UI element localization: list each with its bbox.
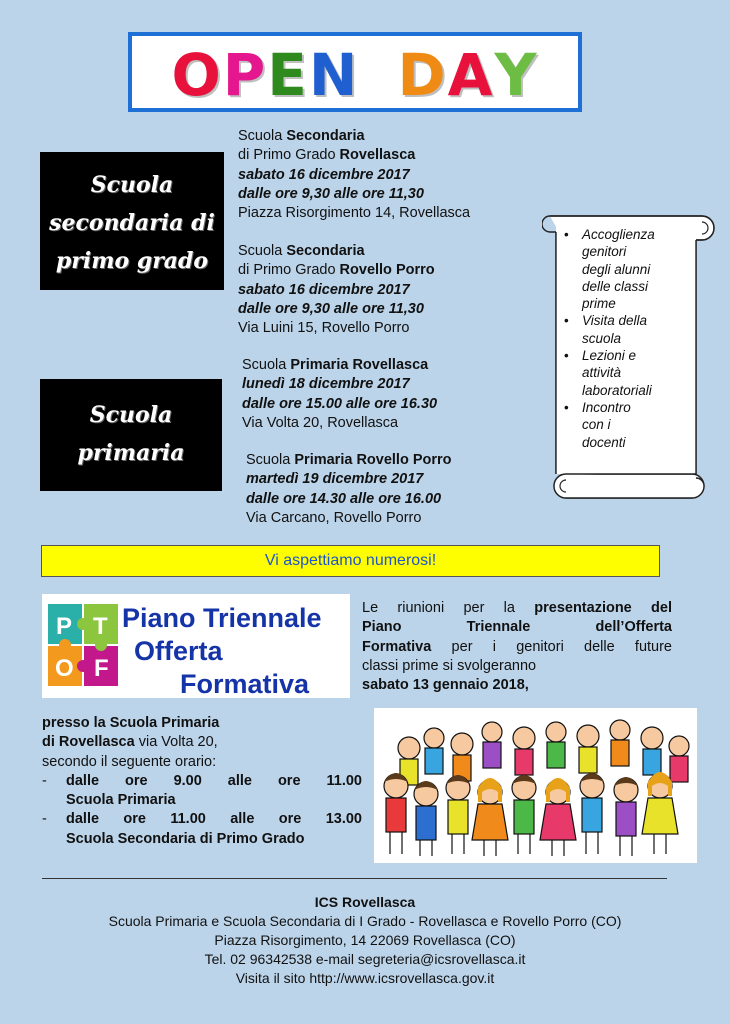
label-line: primaria <box>77 440 185 466</box>
event-time: dalle ore 9,30 alle ore 11,30 <box>238 185 424 202</box>
event-date: lunedì 18 dicembre 2017 <box>242 376 410 393</box>
footer-line: Piazza Risorgimento, 14 22069 Rovellasca (CO) <box>214 932 516 948</box>
event-secondary-rovello-porro: Scuola Secondaria di Primo Grado Rovello Porro sabato 16 dicembre 2017 dalle ore 9,30 alle ore 11,30 Via Luini 15, Rovello Porro <box>238 242 435 338</box>
schedule-item: - dalle ore 9.00 alle ore 11.00 Scuola Primaria <box>42 772 362 809</box>
list-item: • Visita della scuola <box>562 312 692 347</box>
footer-title: ICS Rovellasca <box>314 894 416 910</box>
meeting-paragraph: Le riunioni per la presentazione del Piano Triennale dell’Offerta Formativa per i genitori delle future classi prime si svolgeranno sabato 13 gennaio 2018, <box>362 600 672 694</box>
title-letter: O <box>171 41 223 109</box>
puzzle-icon <box>46 602 120 688</box>
footer-divider <box>42 878 667 879</box>
welcome-banner: Vi aspettiamo numerosi! <box>41 545 660 577</box>
event-date: sabato 16 dicembre 2017 <box>238 281 410 298</box>
meeting-location: presso la Scuola Primaria di Rovellasca via Volta 20, secondo il seguente orario: - dalle ore 9.00 alle ore 11.00 Scuola Primaria - dalle ore 11.00 alle ore 13.00 Scuola Secondaria di Primo Grado <box>42 714 362 849</box>
label-line: Scuola <box>89 402 173 428</box>
title-letter: A <box>447 41 495 109</box>
footer-line: Visita il sito http://www.icsrovellasca.gov.it <box>235 970 495 986</box>
title-letter: E <box>267 41 309 109</box>
title-box <box>128 32 582 112</box>
ptof-logo <box>42 594 350 698</box>
event-primary-rovello-porro: Scuola Primaria Rovello Porro martedì 19 dicembre 2017 dalle ore 14.30 alle ore 16.00 Via Carcano, Rovello Porro <box>246 451 452 528</box>
event-time: dalle ore 9,30 alle ore 11,30 <box>238 300 424 317</box>
event-date: sabato 16 dicembre 2017 <box>238 166 410 183</box>
label-line: primo grado <box>55 248 209 274</box>
event-secondary-rovellasca: Scuola Secondaria di Primo Grado Rovellasca sabato 16 dicembre 2017 dalle ore 9,30 alle ore 11,30 Piazza Risorgimento 14, Rovellasca <box>238 127 470 223</box>
logo-letter: T <box>93 613 108 640</box>
page-title <box>132 42 578 108</box>
event-address: Piazza Risorgimento 14, Rovellasca <box>238 205 471 222</box>
schedule-item: - dalle ore 11.00 alle ore 13.00 Scuola Secondaria di Primo Grado <box>42 811 362 847</box>
title-letter: D <box>397 41 448 109</box>
footer-line: Scuola Primaria e Scuola Secondaria di I Grado - Rovellasca e Rovello Porro (CO) <box>108 913 622 929</box>
activities-list <box>562 226 692 451</box>
list-item: • Incontro con i docenti <box>562 399 692 451</box>
footer <box>0 893 730 988</box>
title-letter: P <box>222 41 268 109</box>
event-address: Via Carcano, Rovello Porro <box>246 509 422 526</box>
list-item: • Accoglienza genitori degli alunni delle classi prime <box>562 226 692 312</box>
logo-letter: O <box>55 655 74 682</box>
children-illustration <box>374 708 697 863</box>
event-primary-rovellasca: Scuola Primaria Rovellasca lunedì 18 dicembre 2017 dalle ore 15.00 alle ore 16.30 Via Volta 20, Rovellasca <box>242 356 437 433</box>
event-address: Via Luini 15, Rovello Porro <box>238 320 410 337</box>
logo-letter: F <box>94 655 109 682</box>
list-item: • Lezioni e attività laboratoriali <box>562 347 692 399</box>
label-primary-school <box>40 379 222 491</box>
meeting-date: sabato 13 gennaio 2018 <box>362 677 525 694</box>
footer-line: Tel. 02 96342538 e-mail segreteria@icsrovellasca.it <box>204 951 526 967</box>
title-letter: Y <box>494 41 539 109</box>
event-time: dalle ore 15.00 alle ore 16.30 <box>242 395 438 412</box>
label-line: Scuola <box>90 172 174 198</box>
label-secondary-school <box>40 152 224 290</box>
logo-letter: P <box>56 613 73 640</box>
label-line: secondaria di <box>49 210 215 236</box>
title-letter: N <box>308 41 360 109</box>
event-address: Via Volta 20, Rovellasca <box>242 414 399 431</box>
logo-text: Piano Triennale Offerta Formativa <box>122 603 322 699</box>
event-date: martedì 19 dicembre 2017 <box>246 471 424 488</box>
event-time: dalle ore 14.30 alle ore 16.00 <box>246 490 442 507</box>
